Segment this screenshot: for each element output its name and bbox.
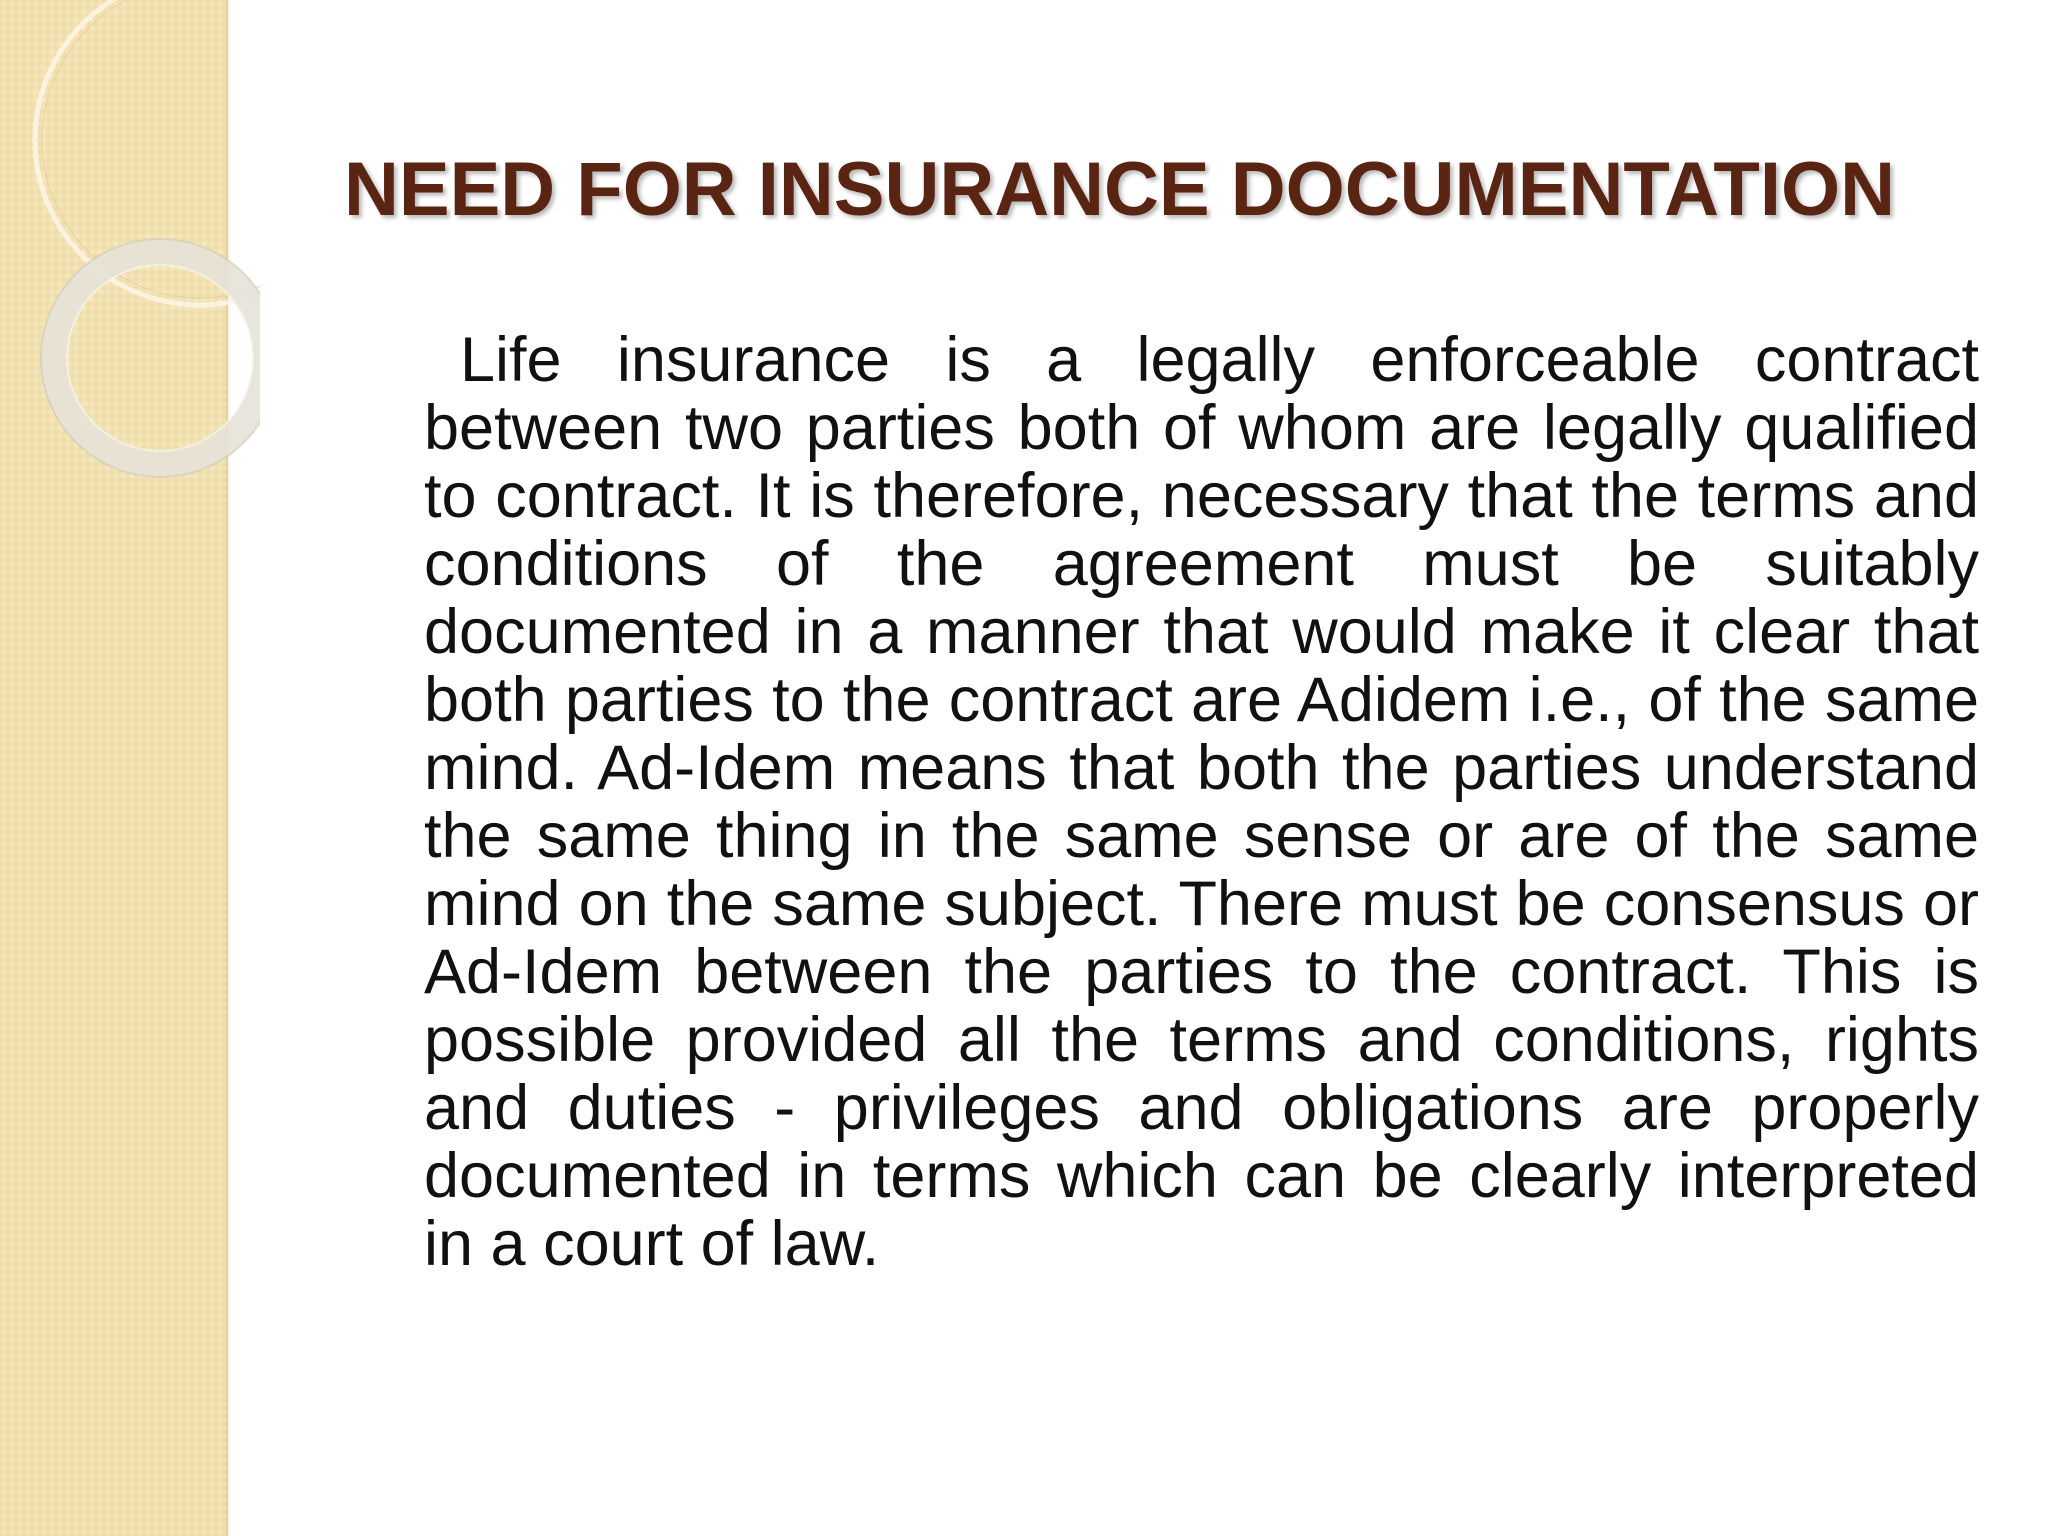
- side-band-edge: [226, 0, 230, 1536]
- body-paragraph: Life insurance is a legally enforceable contract between two parties both of whom are legally qualified to contract. It is therefore, necessary that the terms and conditions of the agreement must be suitably documented in a manner that would make it clear that both parties to the contract are Adidem i.e., of the same mind. Ad-Idem means that both the parties understand the same thing in the same sense or are of the same mind on the same subject. There must be consensus or Ad-Idem between the parties to the contract. This is possible provided all the terms and conditions, rights and duties - privileges and obligations are properly documented in terms which can be clearly interpreted in a court of law.: [424, 325, 1979, 1279]
- decorative-side-band: [0, 0, 228, 1536]
- page-title: NEED FOR INSURANCE DOCUMENTATION: [344, 147, 1895, 232]
